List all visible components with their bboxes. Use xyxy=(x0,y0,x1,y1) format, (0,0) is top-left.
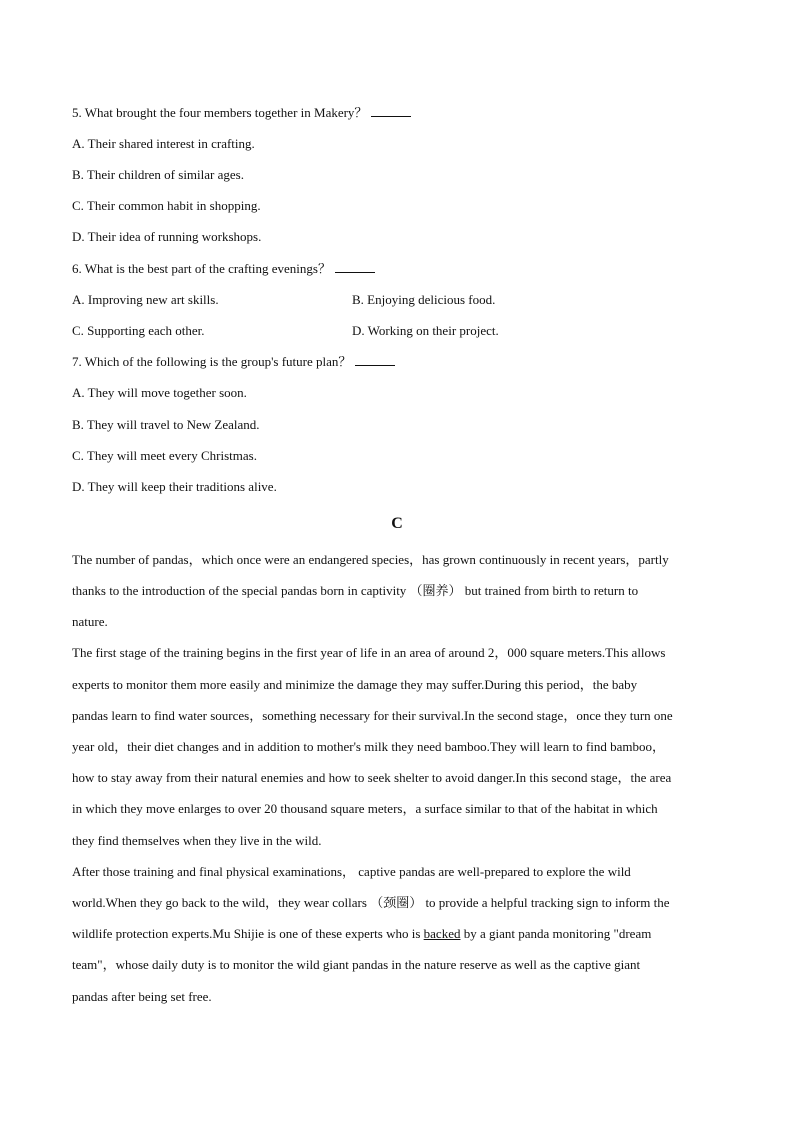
passage-line: thanks to the introduction of the special pandas born in captivity （圈养） but trained from birth to return to xyxy=(72,583,639,598)
question-7-option-c: C. They will meet every Christmas. xyxy=(72,448,257,463)
question-6-option-c: C. Supporting each other. xyxy=(72,323,205,338)
passage-text: wildlife protection experts.Mu Shijie is one of these experts who is xyxy=(72,926,424,941)
question-5-option-d: D. Their idea of running workshops. xyxy=(72,229,262,244)
question-5-option-b: B. Their children of similar ages. xyxy=(72,167,244,182)
passage-line: team"，whose daily duty is to monitor the wild giant pandas in the nature reserve as well as the captive giant xyxy=(72,957,641,972)
question-7-stem xyxy=(72,353,395,371)
passage-line: year old，their diet changes and in addition to mother's milk they need bamboo.They will learn to find bamboo， xyxy=(72,739,665,754)
question-6-text: 6. What is the best part of the crafting evenings？ xyxy=(72,261,331,276)
answer-blank-5[interactable] xyxy=(371,104,411,117)
question-7-option-d: D. They will keep their traditions alive. xyxy=(72,479,277,494)
passage-line: world.When they go back to the wild，they wear collars （颈圈） to provide a helpful tracking sign to inform the xyxy=(72,895,670,910)
question-6-stem xyxy=(72,260,375,278)
passage-line xyxy=(72,925,722,943)
question-5-stem xyxy=(72,104,411,122)
underlined-word: backed xyxy=(423,926,461,941)
passage-line: pandas after being set free. xyxy=(72,989,212,1004)
question-5-option-a: A. Their shared interest in crafting. xyxy=(72,136,255,151)
passage-line: nature. xyxy=(72,614,108,629)
passage-text: by a giant panda monitoring "dream xyxy=(460,926,652,941)
passage-line: in which they move enlarges to over 20 thousand square meters，a surface similar to that of the habitat in which xyxy=(72,801,658,816)
section-heading: C xyxy=(391,515,403,532)
passage-line: experts to monitor them more easily and minimize the damage they may suffer.During this period，the baby xyxy=(72,677,638,692)
answer-blank-6[interactable] xyxy=(335,260,375,273)
question-5-option-c: C. Their common habit in shopping. xyxy=(72,198,261,213)
passage-line: they find themselves when they live in the wild. xyxy=(72,833,322,848)
question-6-option-b: B. Enjoying delicious food. xyxy=(352,292,496,307)
passage-line: After those training and final physical examinations， captive pandas are well-prepared to explore the wild xyxy=(72,864,631,879)
question-5-text: 5. What brought the four members together in Makery？ xyxy=(72,105,368,120)
passage-line: how to stay away from their natural enemies and how to seek shelter to avoid danger.In this second stage，the area xyxy=(72,770,672,785)
question-7-text: 7. Which of the following is the group's future plan？ xyxy=(72,354,352,369)
passage-line: pandas learn to find water sources，something necessary for their survival.In the second stage，once they turn one xyxy=(72,708,673,723)
passage-line: The number of pandas，which once were an endangered species，has grown continuously in recent years，partly xyxy=(72,552,669,567)
answer-blank-7[interactable] xyxy=(355,353,395,366)
passage-line: The first stage of the training begins in the first year of life in an area of around 2，000 square meters.This allows xyxy=(72,645,666,660)
question-7-option-a: A. They will move together soon. xyxy=(72,385,247,400)
question-6-option-a: A. Improving new art skills. xyxy=(72,292,219,307)
question-7-option-b: B. They will travel to New Zealand. xyxy=(72,417,260,432)
question-6-option-d: D. Working on their project. xyxy=(352,323,499,338)
